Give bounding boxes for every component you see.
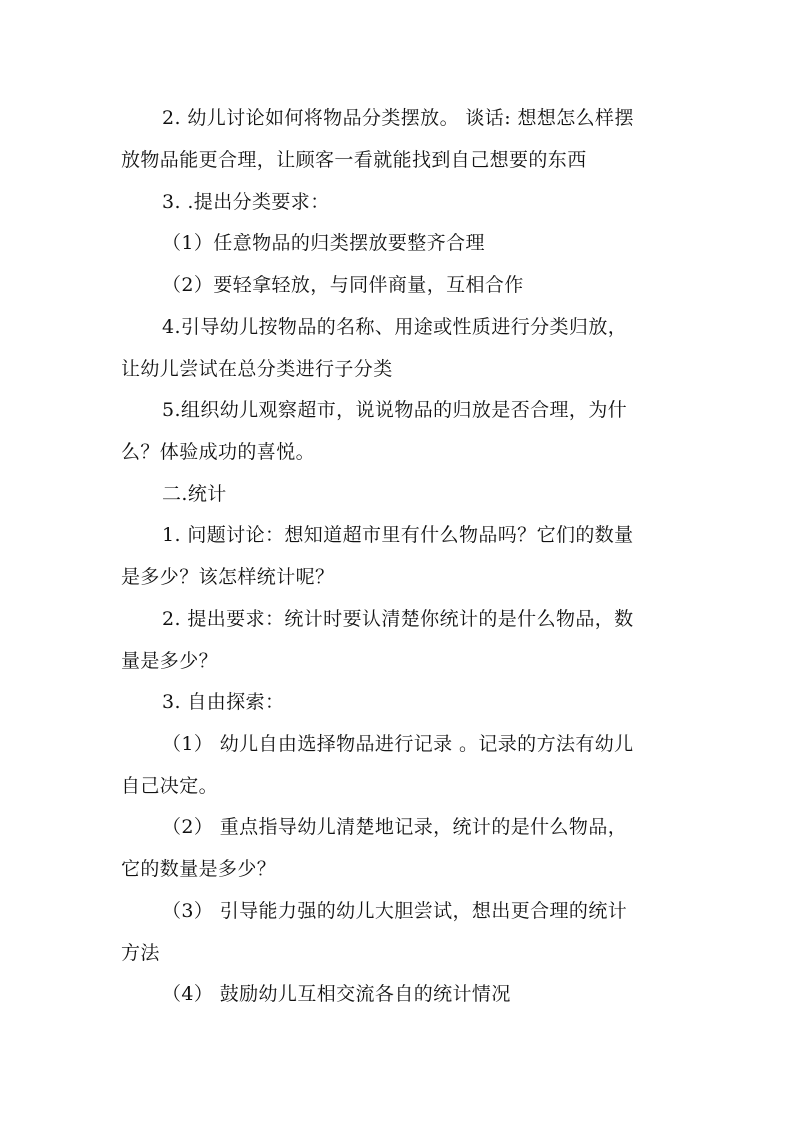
text-line: 放物品能更合理，让顾客一看就能找到自己想要的东西	[121, 149, 587, 171]
text-line: 么？体验成功的喜悦。	[121, 441, 316, 463]
text-line: 5.组织幼儿观察超市，说说物品的归放是否合理，为什	[162, 399, 628, 421]
text-line: 让幼儿尝试在总分类进行子分类	[121, 358, 393, 380]
text-line: 3. .提出分类要求：	[162, 191, 330, 213]
text-line: 它的数量是多少？	[121, 858, 277, 880]
text-line: （2）要轻拿轻放，与同伴商量，互相合作	[162, 274, 524, 296]
section-heading: 二.统计	[162, 483, 227, 505]
text-line: 方法	[121, 942, 160, 964]
text-line: 1. 问题讨论：想知道超市里有什么物品吗？它们的数量	[162, 524, 634, 546]
text-line: （1） 幼儿自由选择物品进行记录 。记录的方法有幼儿	[162, 733, 634, 755]
text-line: 自己决定。	[121, 775, 219, 797]
text-line: （2） 重点指导幼儿清楚地记录，统计的是什么物品，	[162, 816, 628, 838]
text-line: 3. 自由探索：	[162, 691, 285, 713]
text-line: 4.引导幼儿按物品的名称、用途或性质进行分类归放，	[162, 316, 628, 338]
text-line: （4） 鼓励幼儿互相交流各自的统计情况	[162, 983, 511, 1005]
text-line: （1）任意物品的归类摆放要整齐合理	[162, 232, 485, 254]
text-line: 2. 幼儿讨论如何将物品分类摆放。 谈话: 想想怎么样摆	[162, 107, 634, 129]
text-line: （3） 引导能力强的幼儿大胆尝试，想出更合理的统计	[162, 900, 628, 922]
text-line: 是多少？该怎样统计呢？	[121, 566, 335, 588]
text-line: 2. 提出要求：统计时要认清楚你统计的是什么物品，数	[162, 608, 634, 630]
text-line: 量是多少？	[121, 650, 219, 672]
